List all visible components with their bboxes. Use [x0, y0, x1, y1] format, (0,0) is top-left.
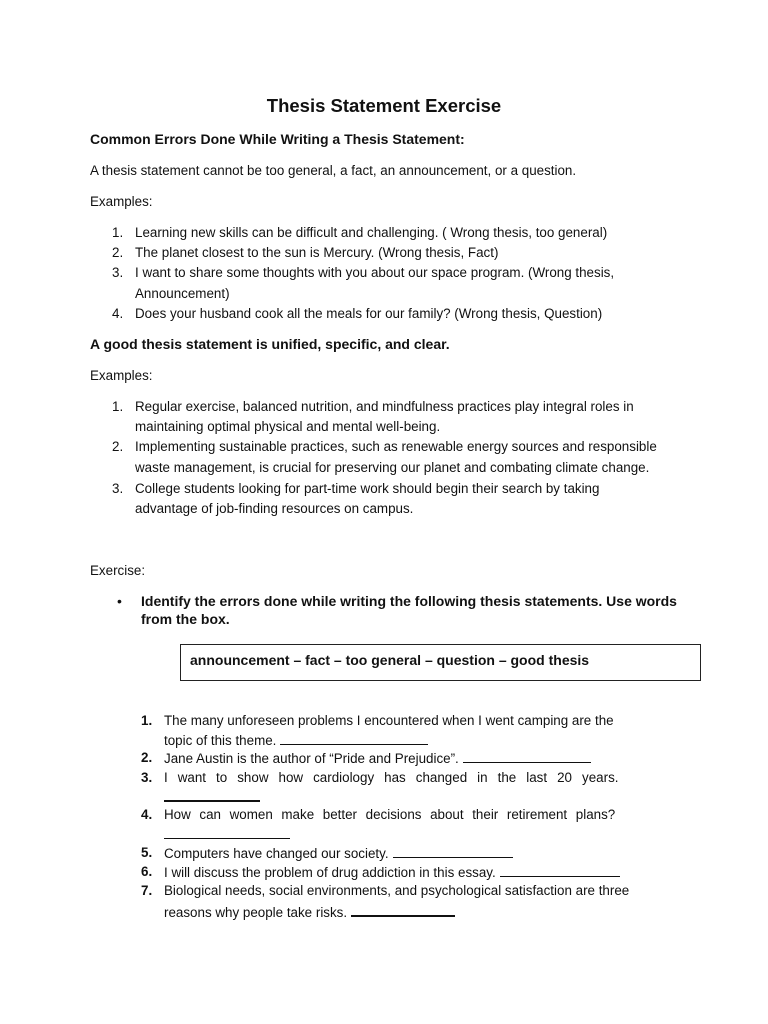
exercise-item-number: 4. — [141, 807, 153, 822]
exercise-item-number: 6. — [141, 864, 153, 879]
answer-blank[interactable] — [393, 845, 513, 858]
exercise-item-text: The many unforeseen problems I encountered when I went camping are the — [164, 713, 614, 728]
list-item-number: 1. — [112, 399, 124, 414]
exercise-item-text: I will discuss the problem of drug addiction in this essay. — [164, 865, 496, 880]
exercise-item: How can women make better decisions about their retirement plans? — [164, 807, 616, 822]
list-item-number: 3. — [112, 481, 124, 496]
instruction-text-continuation: from the box. — [141, 611, 230, 627]
list-item: Implementing sustainable practices, such as renewable energy sources and responsible — [135, 439, 657, 454]
exercise-item-continuation — [164, 732, 428, 748]
list-item: Does your husband cook all the meals for our family? (Wrong thesis, Question) — [135, 306, 603, 321]
exercise-item-text: topic of this theme. — [164, 733, 277, 748]
list-item: Learning new skills can be difficult and challenging. ( Wrong thesis, too general) — [135, 225, 608, 240]
exercise-item-continuation — [164, 903, 455, 920]
answer-blank[interactable] — [280, 732, 428, 745]
instruction-text: Identify the errors done while writing the following thesis statements. Use words — [141, 593, 677, 609]
word-box: announcement – fact – too general – question – good thesis — [180, 644, 701, 681]
list-item: Regular exercise, balanced nutrition, and mindfulness practices play integral roles in — [135, 399, 634, 414]
errors-heading: Common Errors Done While Writing a Thesis Statement: — [90, 131, 465, 147]
exercise-item-text: Computers have changed our society. — [164, 846, 389, 861]
exercise-item: I want to show how cardiology has changed in the last 20 years. — [164, 770, 619, 785]
good-thesis-heading: A good thesis statement is unified, specific, and clear. — [90, 336, 450, 352]
answer-blank[interactable] — [351, 903, 455, 917]
exercise-item-text: Jane Austin is the author of “Pride and Prejudice”. — [164, 751, 459, 766]
exercise-item-text: reasons why people take risks. — [164, 905, 348, 920]
exercise-item — [164, 713, 650, 728]
exercise-item-number: 3. — [141, 770, 153, 785]
exercise-item-number: 1. — [141, 713, 153, 728]
examples-label-2: Examples: — [90, 368, 153, 383]
list-item: The planet closest to the sun is Mercury. (Wrong thesis, Fact) — [135, 245, 499, 260]
exercise-item: Biological needs, social environments, and psychological satisfaction are three — [164, 883, 630, 898]
list-item-continuation: advantage of job-finding resources on campus. — [135, 501, 414, 516]
exercise-item — [164, 864, 620, 880]
list-item: I want to share some thoughts with you about our space program. (Wrong thesis, — [135, 265, 615, 280]
list-item-number: 2. — [112, 245, 124, 260]
examples-label-1: Examples: — [90, 194, 153, 209]
exercise-item — [164, 750, 591, 766]
answer-blank[interactable] — [164, 826, 290, 839]
list-item-number: 2. — [112, 439, 124, 454]
answer-blank[interactable] — [463, 750, 591, 763]
answer-blank[interactable] — [500, 864, 620, 877]
exercise-item-continuation — [164, 826, 290, 844]
list-item-continuation: waste management, is crucial for preserving our planet and combating climate change. — [135, 460, 650, 475]
errors-intro: A thesis statement cannot be too general, a fact, an announcement, or a question. — [90, 163, 577, 178]
exercise-item-number: 7. — [141, 883, 153, 898]
exercise-item-number: 2. — [141, 750, 153, 765]
exercise-item — [164, 845, 513, 861]
list-item: College students looking for part-time work should begin their search by taking — [135, 481, 600, 496]
bullet-icon: • — [117, 593, 122, 609]
list-item-number: 3. — [112, 265, 124, 280]
list-item-number: 4. — [112, 306, 124, 321]
answer-blank[interactable] — [164, 788, 260, 802]
exercise-item-continuation — [164, 788, 260, 807]
list-item-number: 1. — [112, 225, 124, 240]
list-item-continuation: maintaining optimal physical and mental well-being. — [135, 419, 441, 434]
page-title: Thesis Statement Exercise — [266, 95, 502, 116]
exercise-label: Exercise: — [90, 563, 146, 578]
list-item-continuation: Announcement) — [135, 286, 230, 301]
exercise-item-number: 5. — [141, 845, 153, 860]
